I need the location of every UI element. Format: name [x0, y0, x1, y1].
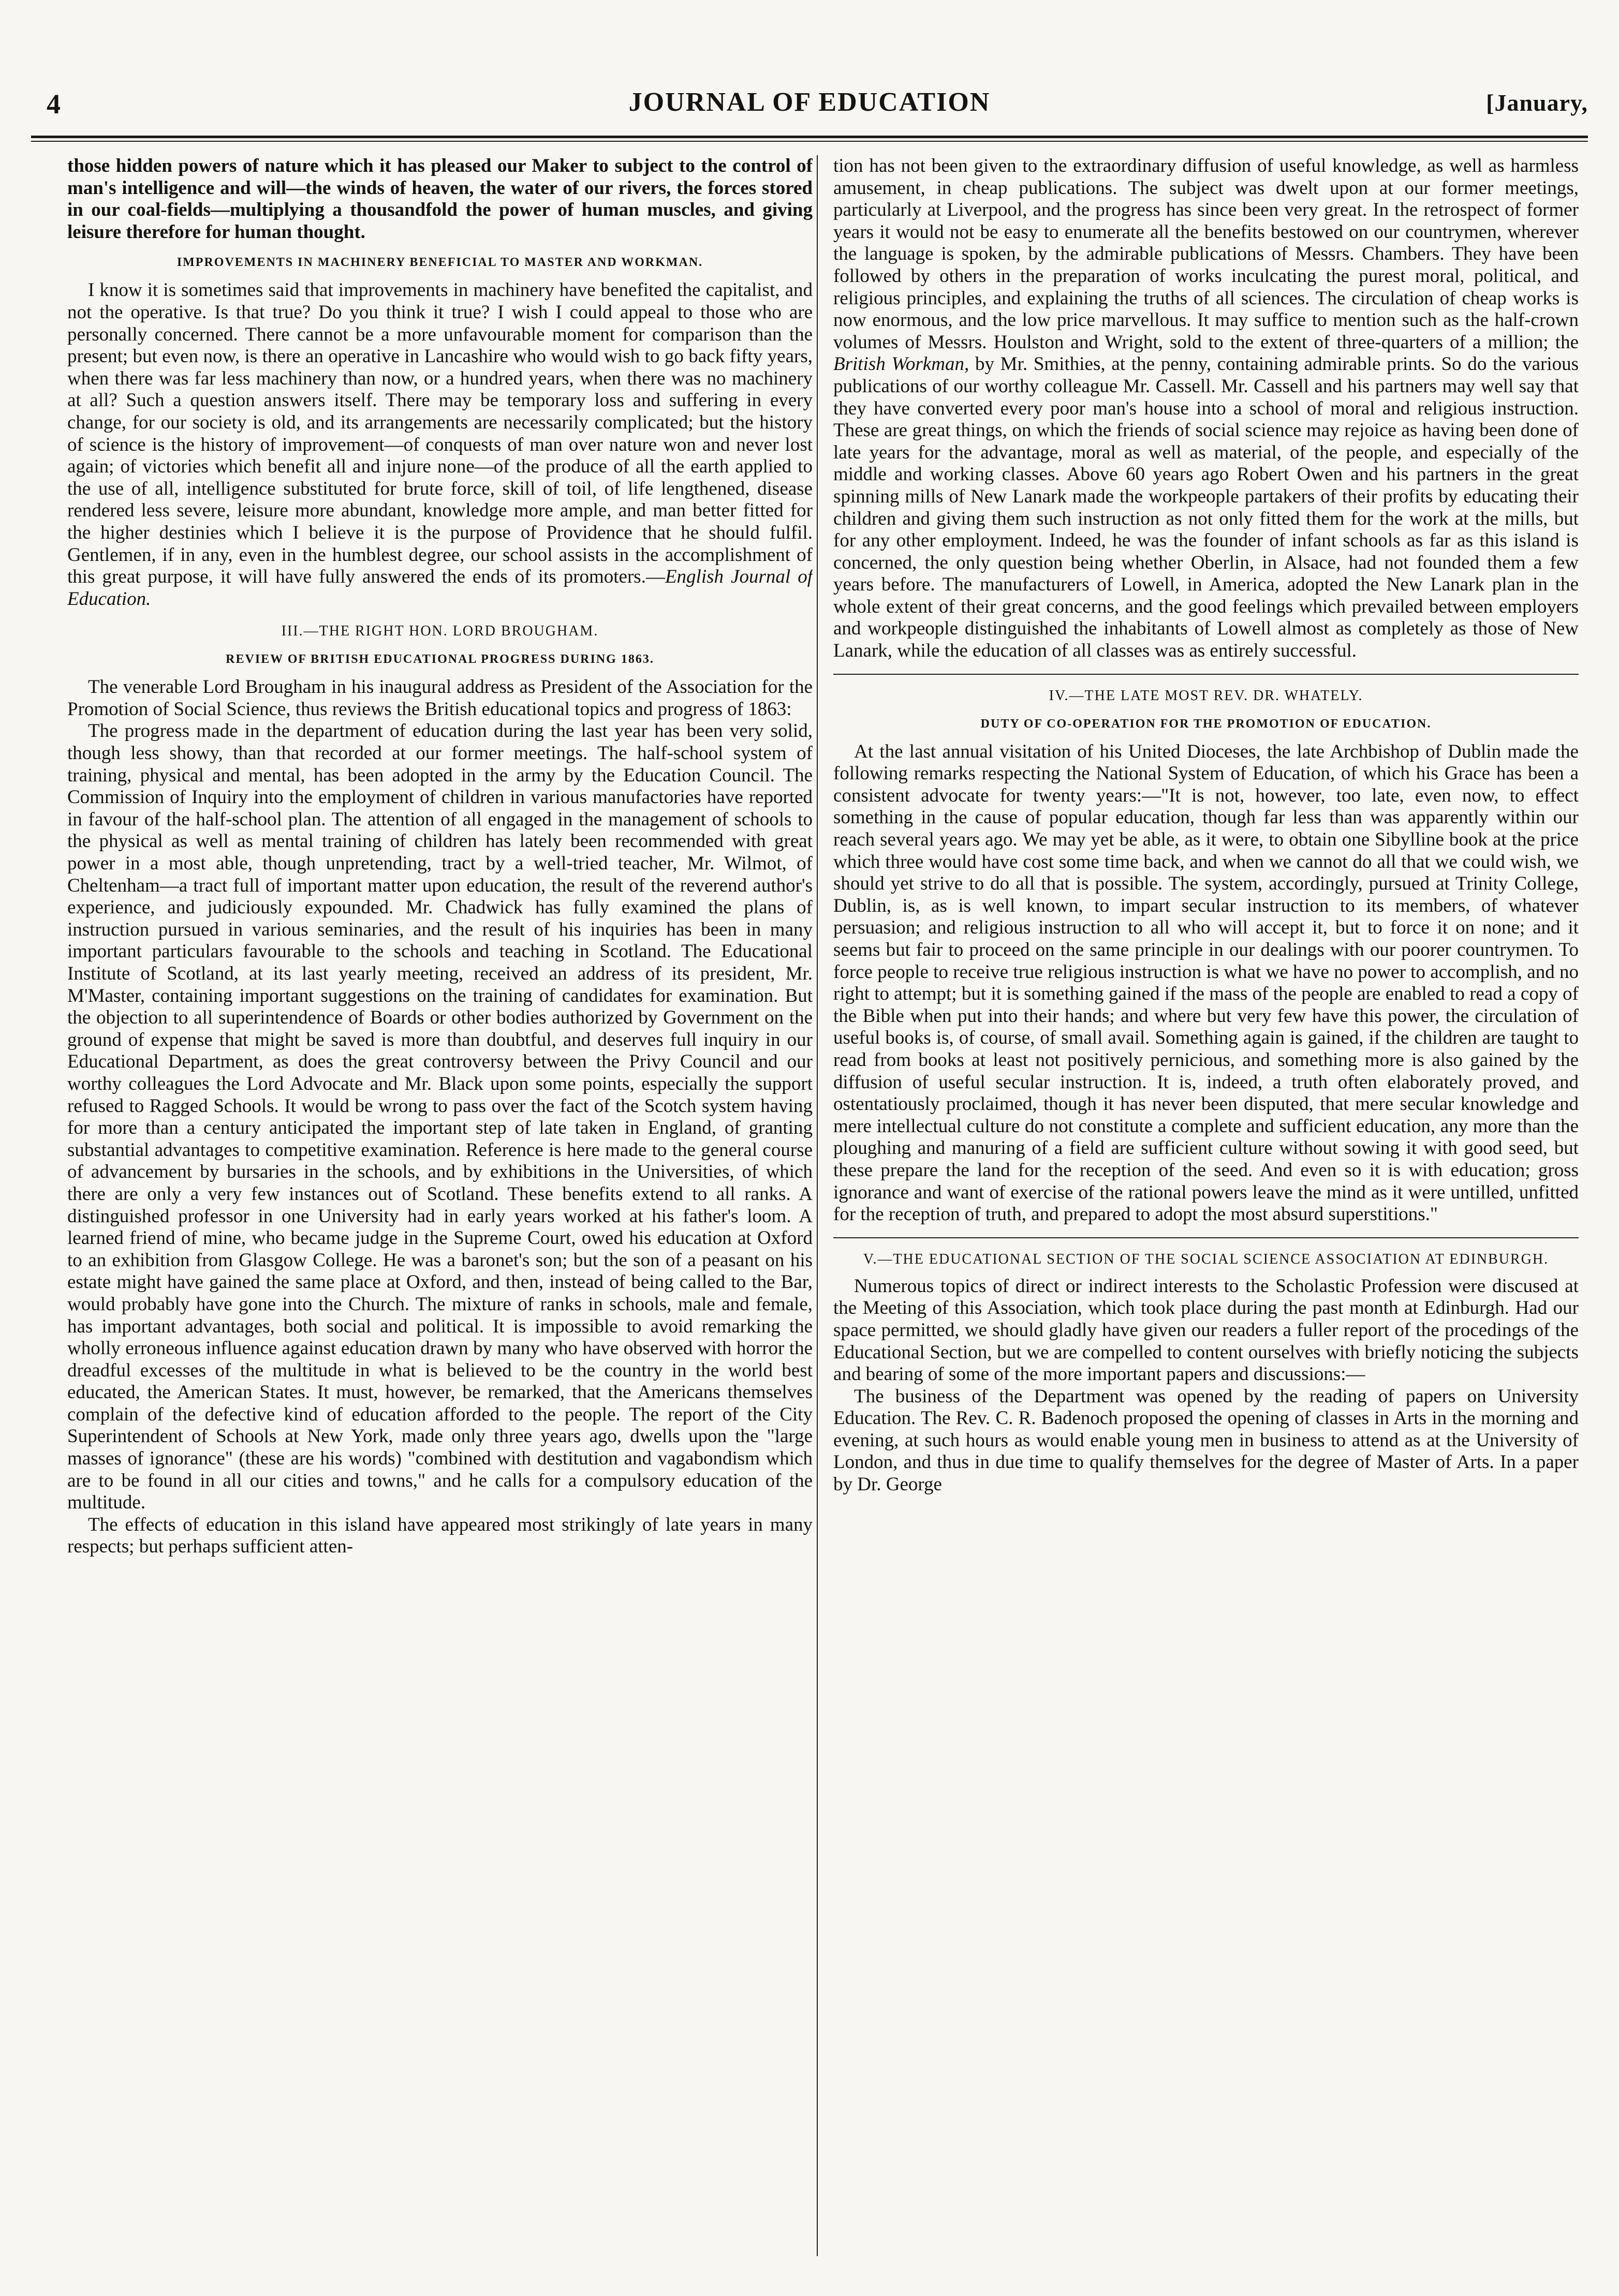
paragraph-brougham-intro: The venerable Lord Brougham in his inaugural address as President of the Association for the Promotion of Social Science, thus reviews the British educational topics and progress of 1863:	[67, 676, 813, 720]
subhead-duty: DUTY OF CO-OPERATION FOR THE PROMOTION OF EDUCATION.	[980, 717, 1432, 731]
section-heading-iv: IV.—THE LATE MOST REV. DR. WHATELY.	[1049, 687, 1363, 704]
page-number: 4	[47, 88, 61, 120]
running-header	[31, 83, 1588, 129]
paragraph-whately: At the last annual visitation of his United Dioceses, the late Archbishop of Dublin made the following remarks respecting the National System of Education, of which his Grace has been a consistent advocate for twenty years:—"It is not, however, too late, even now, to effect something in the cause of popular education, though far less than was apparently within our reach several years ago. We may yet be able, as it were, to obtain one Sibylline book at the price which three would have cost some time back, and when we cannot do all that we could wish, we should yet strive to do all that is possible. The system, accordingly, pursued at Trinity College, Dublin, is, as is well known, to impart secular instruction to its members, of whatever persuasion; and religious instruction to all who will accept it, but to force it on none; and it seems but fair to proceed on the same principle in our dealings with our poorer countrymen. To force people to receive true religious instruction is what we have no power to accomplish, and no right to attempt; but it is something gained if the mass of the people are enabled to read a copy of the Bible when put into their hands; and where but very few have this power, the circulation of useful books is, of course, of small avail. Something again is gained, if the children are taught to read from books at least not positively pernicious, and something more is also gained by the diffusion of useful secular instruction. It is, indeed, a truth often elaborately proved, and ostentatiously proclaimed, though it has never been disputed, that mere secular knowledge and mere intellectual culture do not constitute a complete and sufficient education, any more than the ploughing and manuring of a field are sufficient culture without sowing it with good seed, but these prepare the land for the reception of the seed. And even so it is with education; gross ignorance and want of exercise of the rational powers leave the mind as it were untilled, unfitted for the reception of truth, and prepared to adopt the most absurd superstitions."	[833, 740, 1579, 1225]
paragraph-intro: those hidden powers of nature which it has pleased our Maker to subject to the control of man's intelligence and will—the winds of heaven, the water of our rivers, the forces stored in our coal-fields—multiplying a thousandfold the power of human muscles, and giving leisure therefore for human thought.	[67, 155, 813, 243]
paragraph-machinery-text: I know it is sometimes said that improvements in machinery have benefited the capitalist, and not the operative. Is that true? Do you think it true? I wish I could appeal to those who are personally concerned. There cannot be a more unfavourable moment for comparison than the present; but even now, is there an operative in Lancashire who would wish to go back fifty years, when there was far less machinery than now, or a hundred years, when there was no machinery at all? Such a question answers itself. There may be temporary loss and suffering in every change, for our society is old, and its arrangements are necessarily complicated; but the history of science is the history of improvement—of conquests of man over nature won and never lost again; of victories which benefit all and injure none—of the produce of all the earth applied to the use of all, intelligence substituted for brute force, skill of toil, of life lengthened, disease rendered less severe, leisure more abundant, knowledge more ample, and man better fitted for the higher destinies which I believe it is the purpose of Providence that he should fulfil. Gentlemen, if in any, even in the humblest degree, our school assists in the accomplishment of this great purpose, it will have fully answered the ends of its promoters.—	[67, 279, 813, 588]
paragraph-business: The business of the Department was opened by the reading of papers on University Education. The Rev. C. R. Badenoch proposed the opening of classes in Arts in the morning and evening, at such hours as would enable young men in business to attend as at the University of London, and thus in due time to qualify themselves for the degree of Master of Arts. In a paper by Dr. George	[833, 1385, 1579, 1495]
paragraph-progress: The progress made in the department of education during the last year has been very solid, though less showy, than that recorded at our former meetings. The half-school system of training, physical and mental, has been adopted in the army by the Education Council. The Commission of Inquiry into the employment of children in various manufactories have reported in favour of the half-school plan. The attention of all engaged in the management of schools to the physical as well as mental training of children has lately been recommended with great power in a most able, though unpretending, tract by a well-tried teacher, Mr. Wilmot, of Cheltenham—a tract full of important matter upon education, the result of the reverend author's experience, and judiciously expounded. Mr. Chadwick has fully examined the plans of instruction pursued in various seminaries, and the result of his inquiries has been in many important particulars favourable to the schools and teaching in Scotland. The Educational Institute of Scotland, at its last yearly meeting, received an address of its president, Mr. M'Master, containing important suggestions on the training of candidates for examination. But the objection to all superintendence of Boards or other bodies authorized by Government on the ground of expense that might be saved is more than doubtful, and deserves full inquiry in our Educational Department, as does the great controversy between the Privy Council and our worthy colleagues the Lord Advocate and Mr. Black upon some points, especially the support refused to Ragged Schools. It would be wrong to pass over the fact of the Scotch system having for more than a century anticipated the important step of late taken in England, of granting substantial advantages to competitive examination. Reference is here made to the general course of advancement by bursaries in the schools, and by exhibitions in the Universities, of which there are only a very few instances out of Scotland. These benefits extend to all ranks. A distinguished professor in one University had in early years worked at his father's loom. A learned friend of mine, who became judge in the Supreme Court, owed his education at Oxford to an exhibition from Glasgow College. He was a baronet's son; but the son of a peasant on his estate might have gained the same place at Oxford, and then, instead of being called to the Bar, would probably have gone into the Church. The mixture of ranks in schools, male and female, has important advantages, both social and political. It is impossible to avoid remarking the wholly erroneous influence against education drawn by many who have observed with horror the dreadful excesses of the multitude in what is believed to be the country in the world best educated, the American States. It must, however, be remarked, that the Americans themselves complain of the defective kind of education afforded to the people. The report of the City Superintendent of Schools at New York, made only three years ago, dwells upon the "large masses of ignorance" (these are his words) "combined with destitution and vagabondism which are to be found in all our cities and towns," and he calls for a compulsory education of the multitude.	[67, 720, 813, 1514]
section-heading-v: V.—THE EDUCATIONAL SECTION OF THE SOCIAL SCIENCE ASSOCIATION AT EDINBURGH.	[863, 1251, 1549, 1267]
column-divider	[817, 155, 818, 2256]
header-rule-thick	[31, 136, 1588, 138]
paragraph-machinery-source: English Journal of Education.	[67, 566, 813, 610]
effects-text-a: tion has not been given to the extraordinary diffusion of useful knowledge, as well as harmless amusement, in cheap publications. The subject was dwelt upon at our former meetings, particularly at Liverpool, and the progress has since been very great. In the retrospect of former years it would not be easy to enumerate all the benefits bestowed on our countrymen, wherever the language is spoken, by the admirable publications of Messrs. Chambers. They have been followed by others in the preparation of works inculcating the purest moral, political, and religious principles, and explaining the truths of all sciences. The circulation of cheap works is now enormous, and the low price marvellous. It may suffice to mention such as the half-crown volumes of Messrs. Houlston and Wright, sold to the extent of three-quarters of a million; the	[833, 155, 1579, 353]
paragraph-machinery	[67, 279, 813, 610]
journal-title: JOURNAL OF EDUCATION	[628, 87, 991, 117]
effects-italic-title: British Workman,	[833, 353, 969, 375]
header-month: [January,	[1486, 90, 1588, 116]
section-heading-iii: III.—THE RIGHT HON. LORD BROUGHAM.	[281, 623, 599, 640]
paragraph-effects-start: The effects of education in this island have appeared most strikingly of late years in many respects; but perhaps sufficient atten-	[67, 1514, 813, 1558]
effects-text-b: by Mr. Smithies, at the penny, containing admirable prints. So do the various publications of our worthy colleague Mr. Cassell. Mr. Cassell and his partners may well say that they have converted every poor man's house into a school of moral and religious instruction. These are great things, on which the friends of social science may rejoice as having been done of late years for the advantage, moral as well as material, of the people, and especially of the middle and working classes. Above 60 years ago Robert Owen and his partners in the great spinning mills of New Lanark made the workpeople partakers of their profits by educating their children and giving them such instruction as not only fitted them for the work at the mills, but for any other employment. Indeed, he was the founder of infant schools as far as this island is concerned, the only question being whether Oberlin, in Alsace, had not founded them a few years before. The manufacturers of Lowell, in America, adopted the New Lanark plan in the whole extent of their great concerns, and the good feelings which prevailed between employers and workpeople distinguished the inhabitants of Lowell almost as completely as those of New Lanark, while the education of all classes was as entirely successful.	[833, 353, 1579, 662]
paragraph-topics: Numerous topics of direct or indirect interests to the Scholastic Profession were discused at the Meeting of this Association, which took place during the past month at Edinburgh. Had our space permitted, we should gladly have given our readers a fuller report of the procedings of the Educational Section, but we are compelled to content ourselves with briefly noticing the subjects and bearing of some of the more important papers and discussions:—	[833, 1275, 1579, 1385]
section-rule-iv	[833, 674, 1579, 675]
subhead-review: REVIEW OF BRITISH EDUCATIONAL PROGRESS DURING 1863.	[226, 653, 654, 666]
subhead-machinery: IMPROVEMENTS IN MACHINERY BENEFICIAL TO MASTER AND WORKMAN.	[176, 256, 703, 270]
section-rule-v	[833, 1237, 1579, 1238]
left-column	[67, 155, 813, 2277]
header-rule-thin	[31, 141, 1588, 142]
paragraph-effects-continued	[833, 155, 1579, 662]
right-column	[833, 155, 1579, 2277]
